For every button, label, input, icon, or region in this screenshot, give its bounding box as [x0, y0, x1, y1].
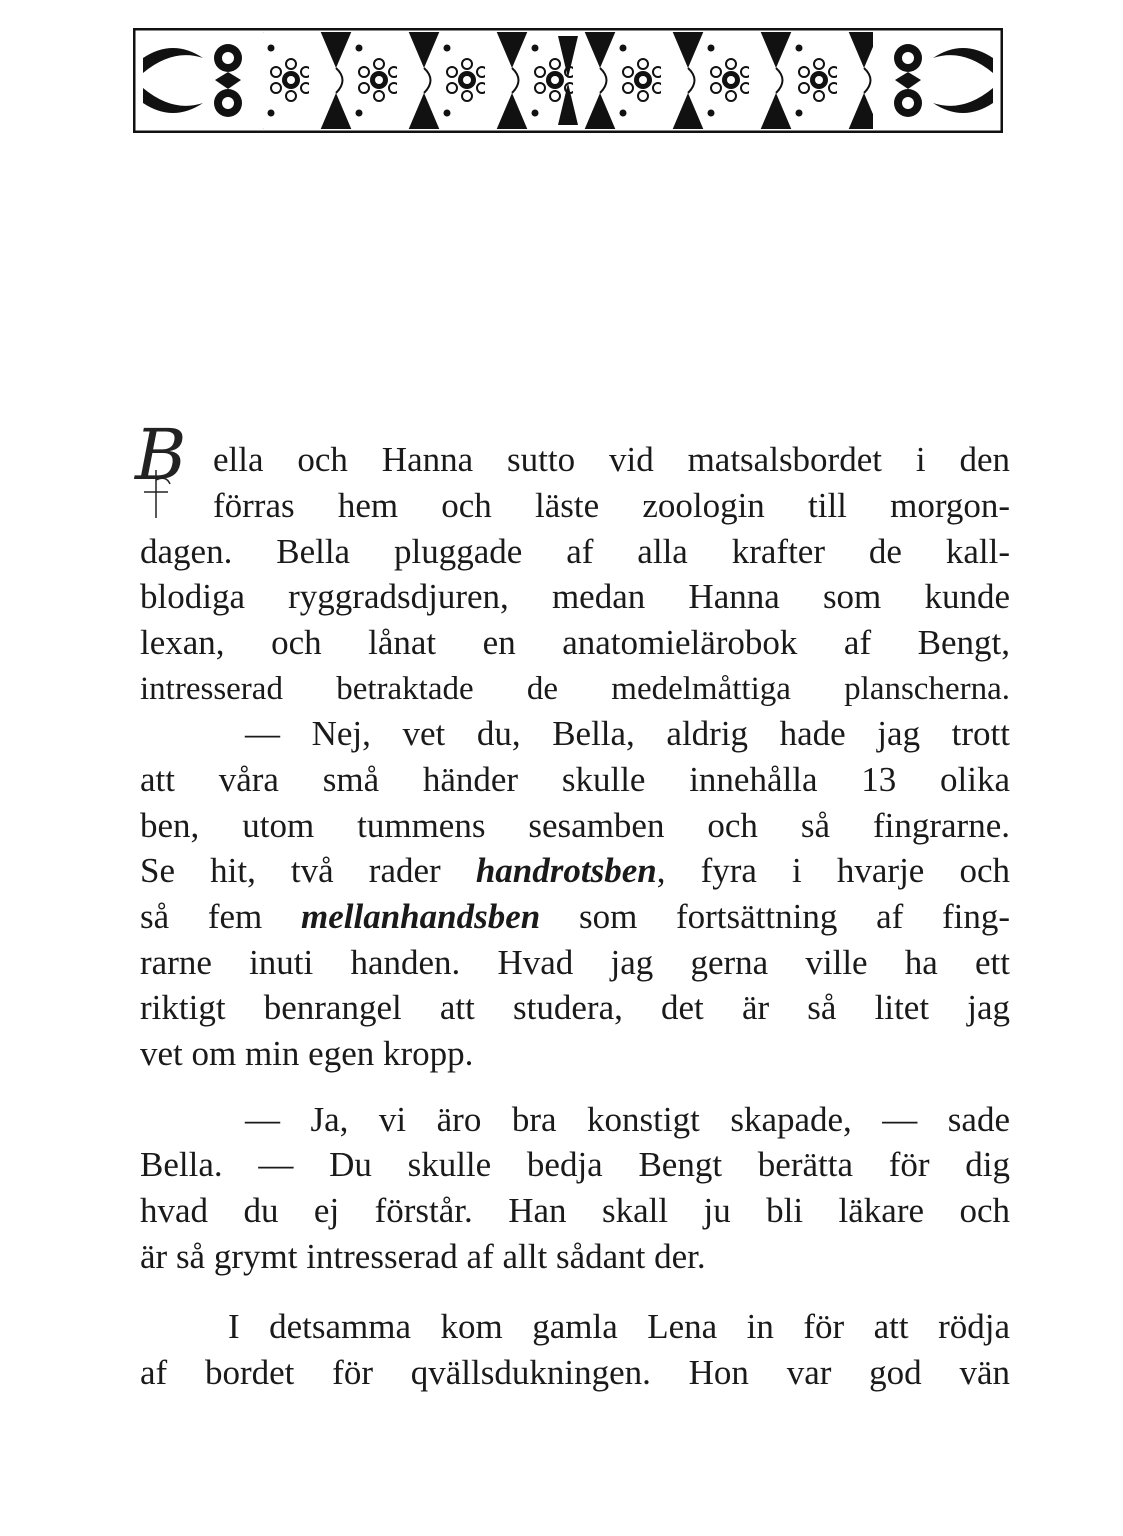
text-line: — Nej, vet du, Bella, aldrig hade jag trott — [245, 714, 1010, 753]
text-line: hvad du ej förstår. Han skall ju bli läkare och — [140, 1191, 1010, 1230]
text-line: — Ja, vi äro bra konstigt skapade, — sade — [245, 1100, 1010, 1139]
text-line: att våra små händer skulle innehålla 13 olika — [140, 760, 1010, 799]
drop-cap-flourish — [136, 470, 176, 520]
text-segment: så fem — [140, 897, 301, 936]
text-line: I detsamma kom gamla Lena in för att rödja — [228, 1307, 1010, 1346]
italic-term: mellanhandsben — [301, 897, 541, 936]
text-line: intresserad betraktade de medelmåttiga planscherna. — [140, 671, 1010, 707]
text-line: är så grymt intresserad af allt sådant der. — [140, 1237, 706, 1276]
drop-cap: B — [135, 414, 187, 496]
text-line: vet om min egen kropp. — [140, 1034, 474, 1073]
text-segment: som fortsättning af fing- — [540, 897, 1010, 936]
italic-term: handrotsben — [475, 851, 657, 890]
text-line: rarne inuti handen. Hvad jag gerna ville ha ett — [140, 943, 1010, 982]
text-segment: , fyra i hvarje och — [656, 851, 1010, 890]
text-line: riktigt benrangel att studera, det är så litet jag — [140, 988, 1010, 1027]
text-line: dagen. Bella pluggade af alla krafter de kall- — [140, 532, 1010, 571]
text-segment: Se hit, två rader — [140, 851, 476, 890]
text-line: ella och Hanna sutto vid matsalsbordet i den — [213, 440, 1010, 479]
text-line: af bordet för qvällsdukningen. Hon var god vän — [140, 1353, 1010, 1392]
text-line: Bella. — Du skulle bedja Bengt berätta för dig — [140, 1145, 1010, 1184]
text-line: lexan, och lånat en anatomielärobok af Bengt, — [140, 623, 1010, 662]
text-line — [140, 851, 1010, 891]
text-line: förras hem och läste zoologin till morgon- — [213, 486, 1010, 525]
text-line: blodiga ryggradsdjuren, medan Hanna som kunde — [140, 577, 1010, 616]
decorative-header-ornament — [133, 28, 1003, 133]
text-line: ben, utom tummens sesamben och så fingrarne. — [140, 806, 1010, 845]
text-line — [140, 897, 1010, 937]
